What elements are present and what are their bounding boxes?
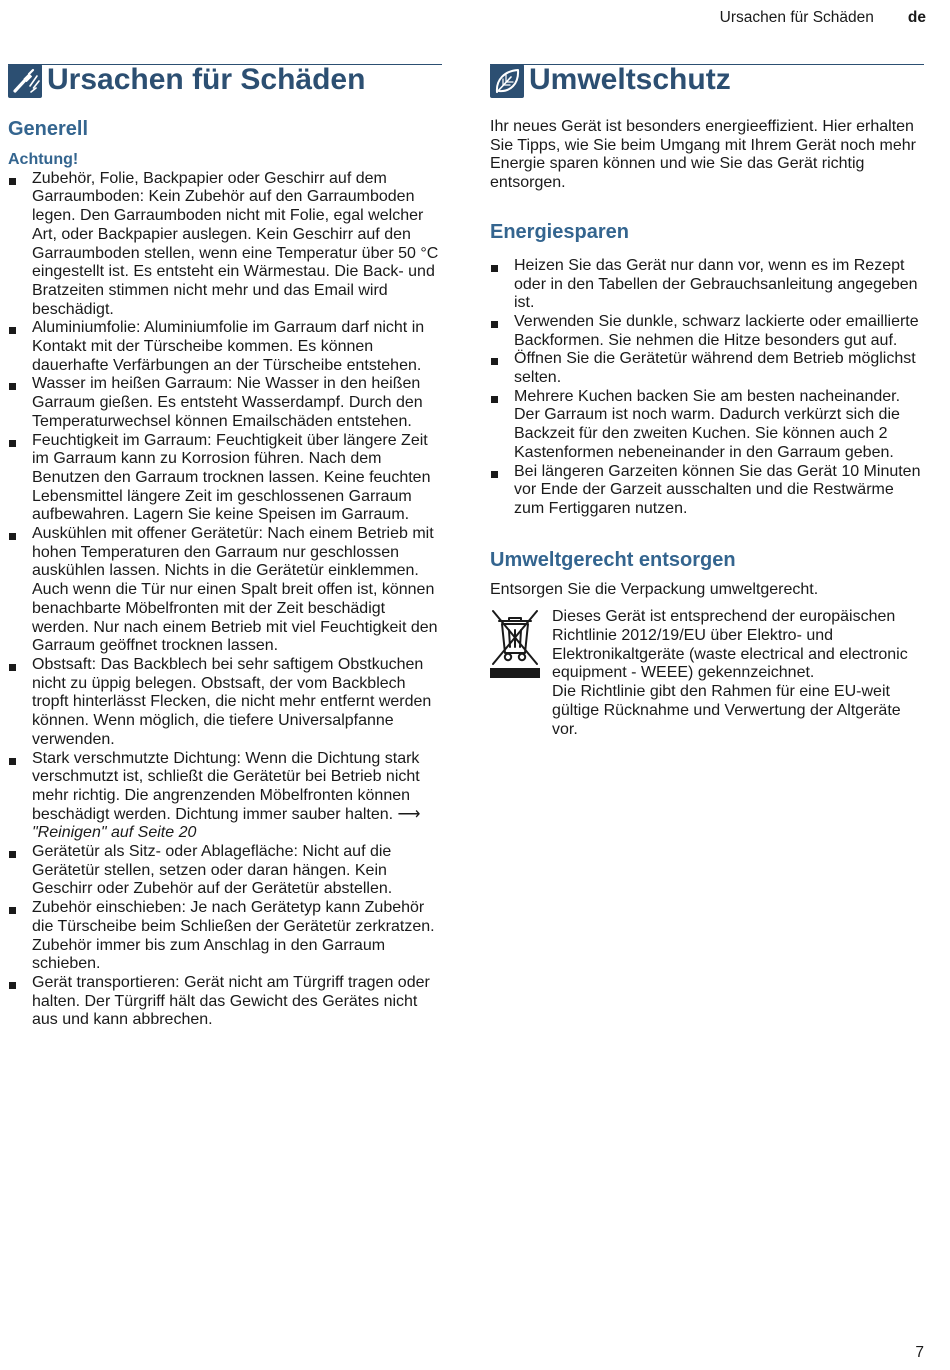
list-item: Obstsaft: Das Backblech bei sehr saftigem Obstkuchen nicht zu üppig belegen. Obstsaft, der vom Backblech tropft hinterlässt Flecken, die nicht mehr entfernt werden können. Wenn möglich, die tiefere Universalpfanne verwenden. <box>8 656 442 750</box>
weee-paragraph: Die Richtlinie gibt den Rahmen für eine EU-weit gültige Rücknahme und Verwertung der Altgeräte vor. <box>552 683 901 738</box>
list-item: Aluminiumfolie: Aluminiumfolie im Garraum darf nicht in Kontakt mit der Türscheibe kommen. Es können dauerhafte Verfärbungen an der Türscheibe entstehen. <box>8 319 442 375</box>
weee-paragraph: Dieses Gerät ist entsprechend der europäischen Richtlinie 2012/19/EU über Elektro- und Elektronikaltgeräte (waste electrical and electronic equipment - WEEE) gekennzeichnet. <box>552 608 908 682</box>
intro-paragraph: Ihr neues Gerät ist besonders energieeffizient. Hier erhalten Sie Tipps, wie Sie beim Umgang mit Ihrem Gerät noch mehr Energie sparen können und wie Sie das Gerät richtig entsorgen. <box>490 118 916 192</box>
list-item: Zubehör einschieben: Je nach Gerätetyp kann Zubehör die Türscheibe beim Schließen der Gerätetür zerkratzen. Zubehör immer bis zum Anschlag in den Garraum schieben. <box>8 899 442 974</box>
weee-text-block <box>552 608 924 739</box>
list-item: Heizen Sie das Gerät nur dann vor, wenn es im Rezept oder in den Tabellen der Gebrauchsanleitung angegeben ist. <box>490 257 924 313</box>
list-item: Gerät transportieren: Gerät nicht am Türgriff tragen oder halten. Der Türgriff hält das Gewicht des Gerätes nicht aus und kann abbrechen. <box>8 974 442 1030</box>
list-item: Öffnen Sie die Gerätetür während dem Betrieb möglichst selten. <box>490 350 924 387</box>
section-title-damage: Ursachen für Schäden <box>47 63 366 96</box>
section-title-environment: Umweltschutz <box>529 63 731 96</box>
list-item: Zubehör, Folie, Backpapier oder Geschirr auf dem Garraumboden: Kein Zubehör auf den Garraumboden legen. Den Garraumboden nicht mit Folie, egal welcher Art, oder Backpapier auslegen. Kein Geschirr auf den Garraumboden stellen, wenn eine Temperatur über 50 °C eingestellt ist. Es entsteht ein Wärmestau. Die Back- und Bratzeiten stimmen nicht mehr und das Email wird beschädigt. <box>8 170 442 320</box>
list-item: Bei längeren Garzeiten können Sie das Gerät 10 Minuten vor Ende der Garzeit ausschalten und die Restwärme zum Fertiggaren nutzen. <box>490 463 924 519</box>
list-item: Mehrere Kuchen backen Sie am besten nacheinander. Der Garraum ist noch warm. Dadurch verkürzt sich die Backzeit für den zweiten Kuchen. Sie können auch 2 Kastenformen nebeneinander in den Garraum geben. <box>490 388 924 463</box>
energy-tips-list <box>490 257 924 519</box>
leaf-icon <box>490 64 524 98</box>
list-item: Auskühlen mit offener Gerätetür: Nach einem Betrieb mit hohen Temperaturen den Garraum nur geschlossen auskühlen lassen. Nichts in die Gerätetür einklemmen. Auch wenn die Tür nur einen Spalt breit offen ist, können benachbarte Möbelfronten mit der Zeit beschädigt werden. Nur nach einem Betrieb mit viel Feuchtigkeit den Garraum geöffnet trocknen lassen. <box>8 525 442 656</box>
disposal-paragraph: Entsorgen Sie die Verpackung umweltgerecht. <box>490 580 819 598</box>
damage-causes-section <box>8 62 442 1030</box>
list-item: Feuchtigkeit im Garraum: Feuchtigkeit über längere Zeit im Garraum kann zu Korrosion führen. Nach dem Benutzen den Garraum trocknen lassen. Keine feuchten Lebensmittel längere Zeit im geschlossenen Garraum aufbewahren. Lagern Sie keine Speisen im Garraum. <box>8 432 442 526</box>
list-item: Wasser im heißen Garraum: Nie Wasser in den heißen Garraum gießen. Es entsteht Wasserdampf. Durch den Temperaturwechsel können Emailschäden entstehen. <box>8 375 442 431</box>
list-item <box>8 750 442 844</box>
subsection-title-energy: Energiesparen <box>490 220 629 243</box>
subsection-title-disposal: Umweltgerecht entsorgen <box>490 548 736 571</box>
subsection-title-general: Generell <box>8 118 89 140</box>
list-item: Verwenden Sie dunkle, schwarz lackierte oder emaillierte Backformen. Sie nehmen die Hitze besonders gut auf. <box>490 313 924 350</box>
language-code: de <box>907 9 926 26</box>
list-item: Gerätetür als Sitz- oder Ablagefläche: Nicht auf die Gerätetür stellen, setzen oder daran hängen. Kein Geschirr oder Zubehör auf der Gerätetür abstellen. <box>8 843 442 899</box>
running-header <box>720 8 926 28</box>
warning-label: Achtung! <box>8 151 79 168</box>
environment-section <box>490 62 924 739</box>
arrow-right-icon: ⟶ <box>397 805 421 823</box>
section-header-environment <box>490 62 924 102</box>
page-number: 7 <box>915 1344 924 1361</box>
crossed-out-wheelie-bin-icon <box>490 608 552 739</box>
running-header-title: Ursachen für Schäden <box>719 9 874 26</box>
section-header-damage <box>8 62 442 102</box>
weee-notice <box>490 608 924 739</box>
damage-causes-list <box>8 170 442 1030</box>
cross-reference-link[interactable]: "Reinigen" auf Seite 20 <box>32 824 197 842</box>
wrench-warning-icon <box>8 64 42 98</box>
list-item-text: Stark verschmutzte Dichtung: Wenn die Dichtung stark verschmutzt ist, schließt die Gerätetür bei Betrieb nicht mehr richtig. Die angrenzenden Möbelfronten können beschädigt werden. Dichtung immer sauber halten. <box>32 749 420 823</box>
